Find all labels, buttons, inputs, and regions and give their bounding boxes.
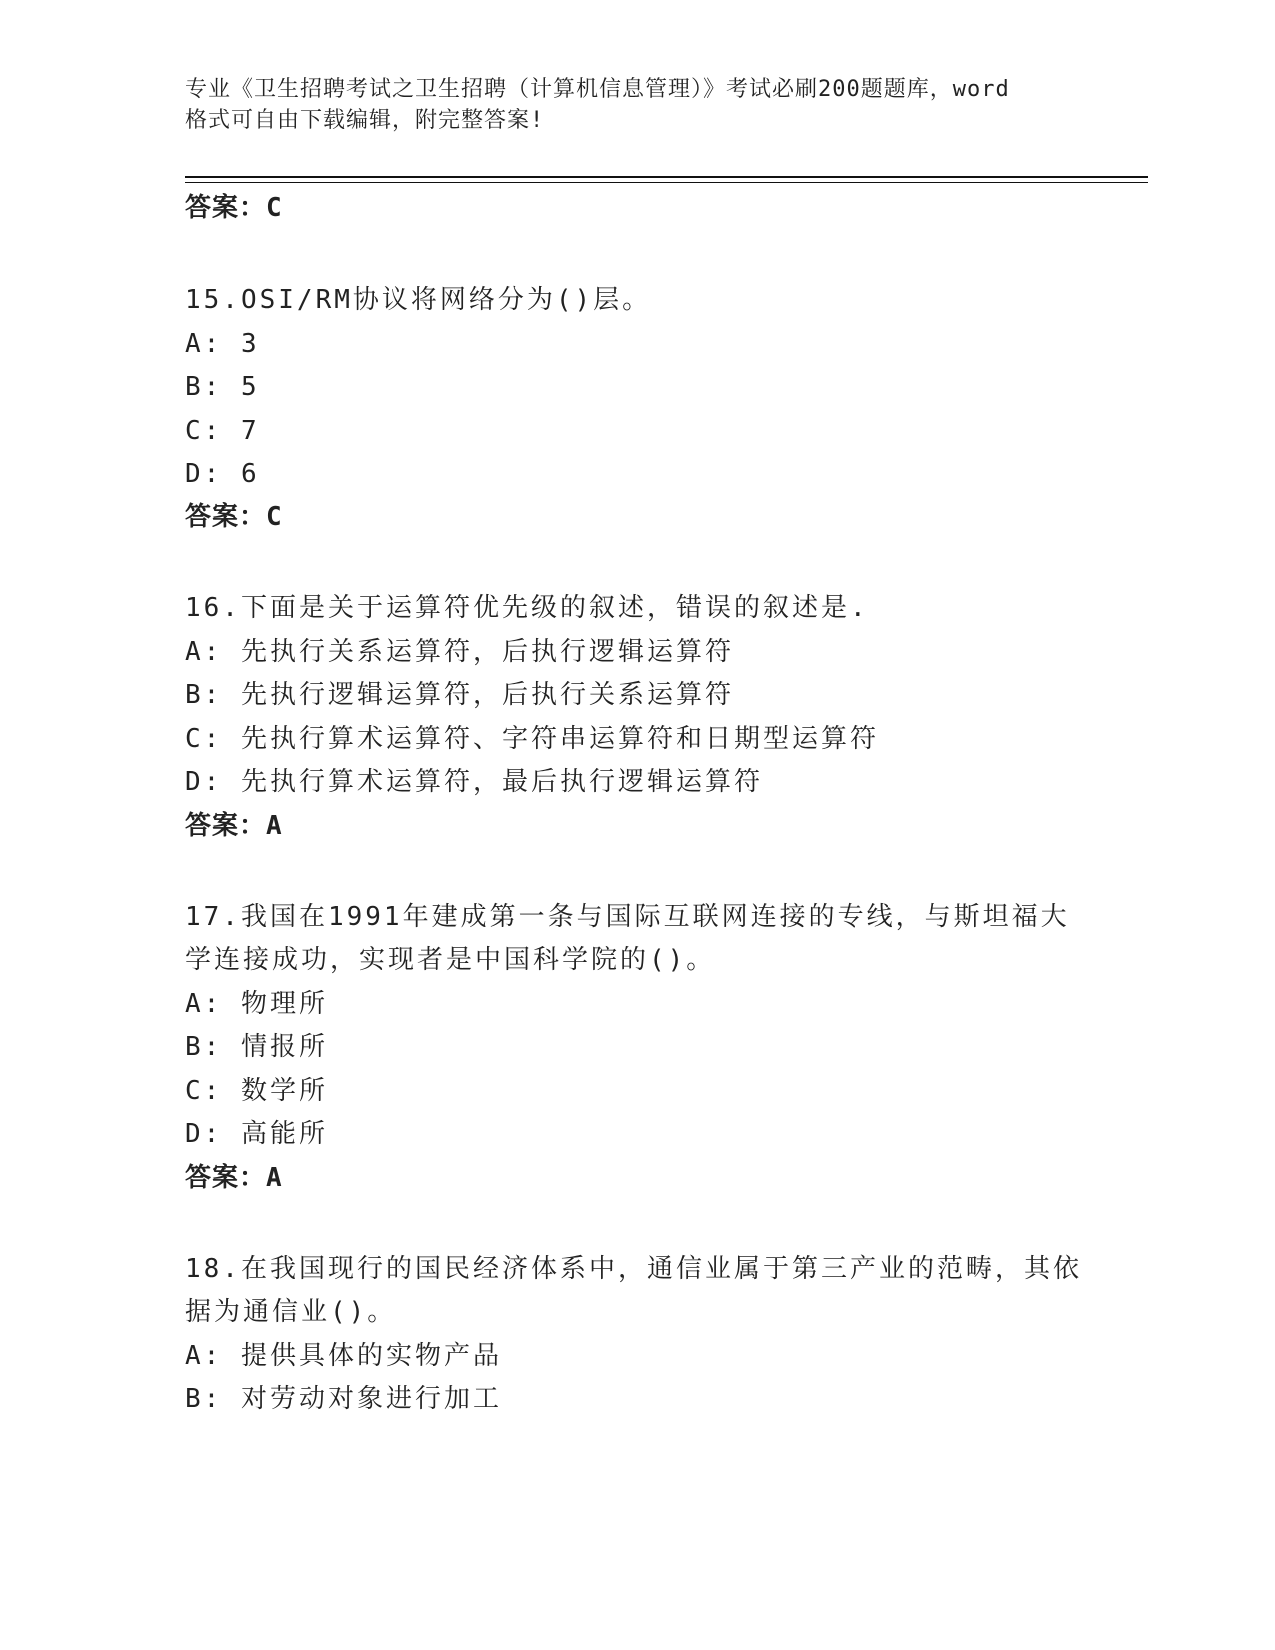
question-18-option-b: B: 对劳动对象进行加工 (185, 1384, 502, 1414)
header-line-1: 专业《卫生招聘考试之卫生招聘（计算机信息管理）》考试必刷200题题库，word (185, 77, 1010, 102)
question-15-option-b: B: 5 (185, 372, 260, 402)
document-header (185, 74, 1085, 136)
header-divider-thin (185, 182, 1148, 183)
question-16-answer: 答案：A (185, 811, 283, 841)
header-divider-thick (185, 176, 1148, 178)
question-16-option-d: D: 先执行算术运算符，最后执行逻辑运算符 (185, 767, 763, 797)
question-15-option-c: C: 7 (185, 416, 260, 446)
question-17-stem-line-2: 学连接成功，实现者是中国科学院的()。 (185, 945, 716, 975)
question-17-stem-line-1: 17.我国在1991年建成第一条与国际互联网连接的专线，与斯坦福大 (185, 902, 1070, 932)
header-line-2: 格式可自由下载编辑，附完整答案! (185, 108, 545, 133)
question-15-stem: 15.OSI/RM协议将网络分为()层。 (185, 285, 652, 315)
question-17-option-c: C: 数学所 (185, 1076, 328, 1106)
previous-answer: 答案：C (185, 193, 283, 223)
question-16-option-b: B: 先执行逻辑运算符，后执行关系运算符 (185, 680, 734, 710)
question-16-option-c: C: 先执行算术运算符、字符串运算符和日期型运算符 (185, 724, 879, 754)
question-16-option-a: A: 先执行关系运算符，后执行逻辑运算符 (185, 637, 734, 667)
question-17-answer: 答案：A (185, 1163, 283, 1193)
question-18-stem-line-1: 18.在我国现行的国民经济体系中，通信业属于第三产业的范畴，其依 (185, 1254, 1082, 1284)
question-16-stem: 16.下面是关于运算符优先级的叙述，错误的叙述是. (185, 593, 869, 623)
question-15-option-a: A: 3 (185, 329, 260, 359)
question-15-answer: 答案：C (185, 502, 283, 532)
question-17-option-a: A: 物理所 (185, 989, 328, 1019)
question-18-stem-line-2: 据为通信业()。 (185, 1297, 397, 1327)
question-15-option-d: D: 6 (185, 459, 260, 489)
question-18-option-a: A: 提供具体的实物产品 (185, 1341, 502, 1371)
question-17-option-b: B: 情报所 (185, 1032, 328, 1062)
question-17-option-d: D: 高能所 (185, 1119, 328, 1149)
